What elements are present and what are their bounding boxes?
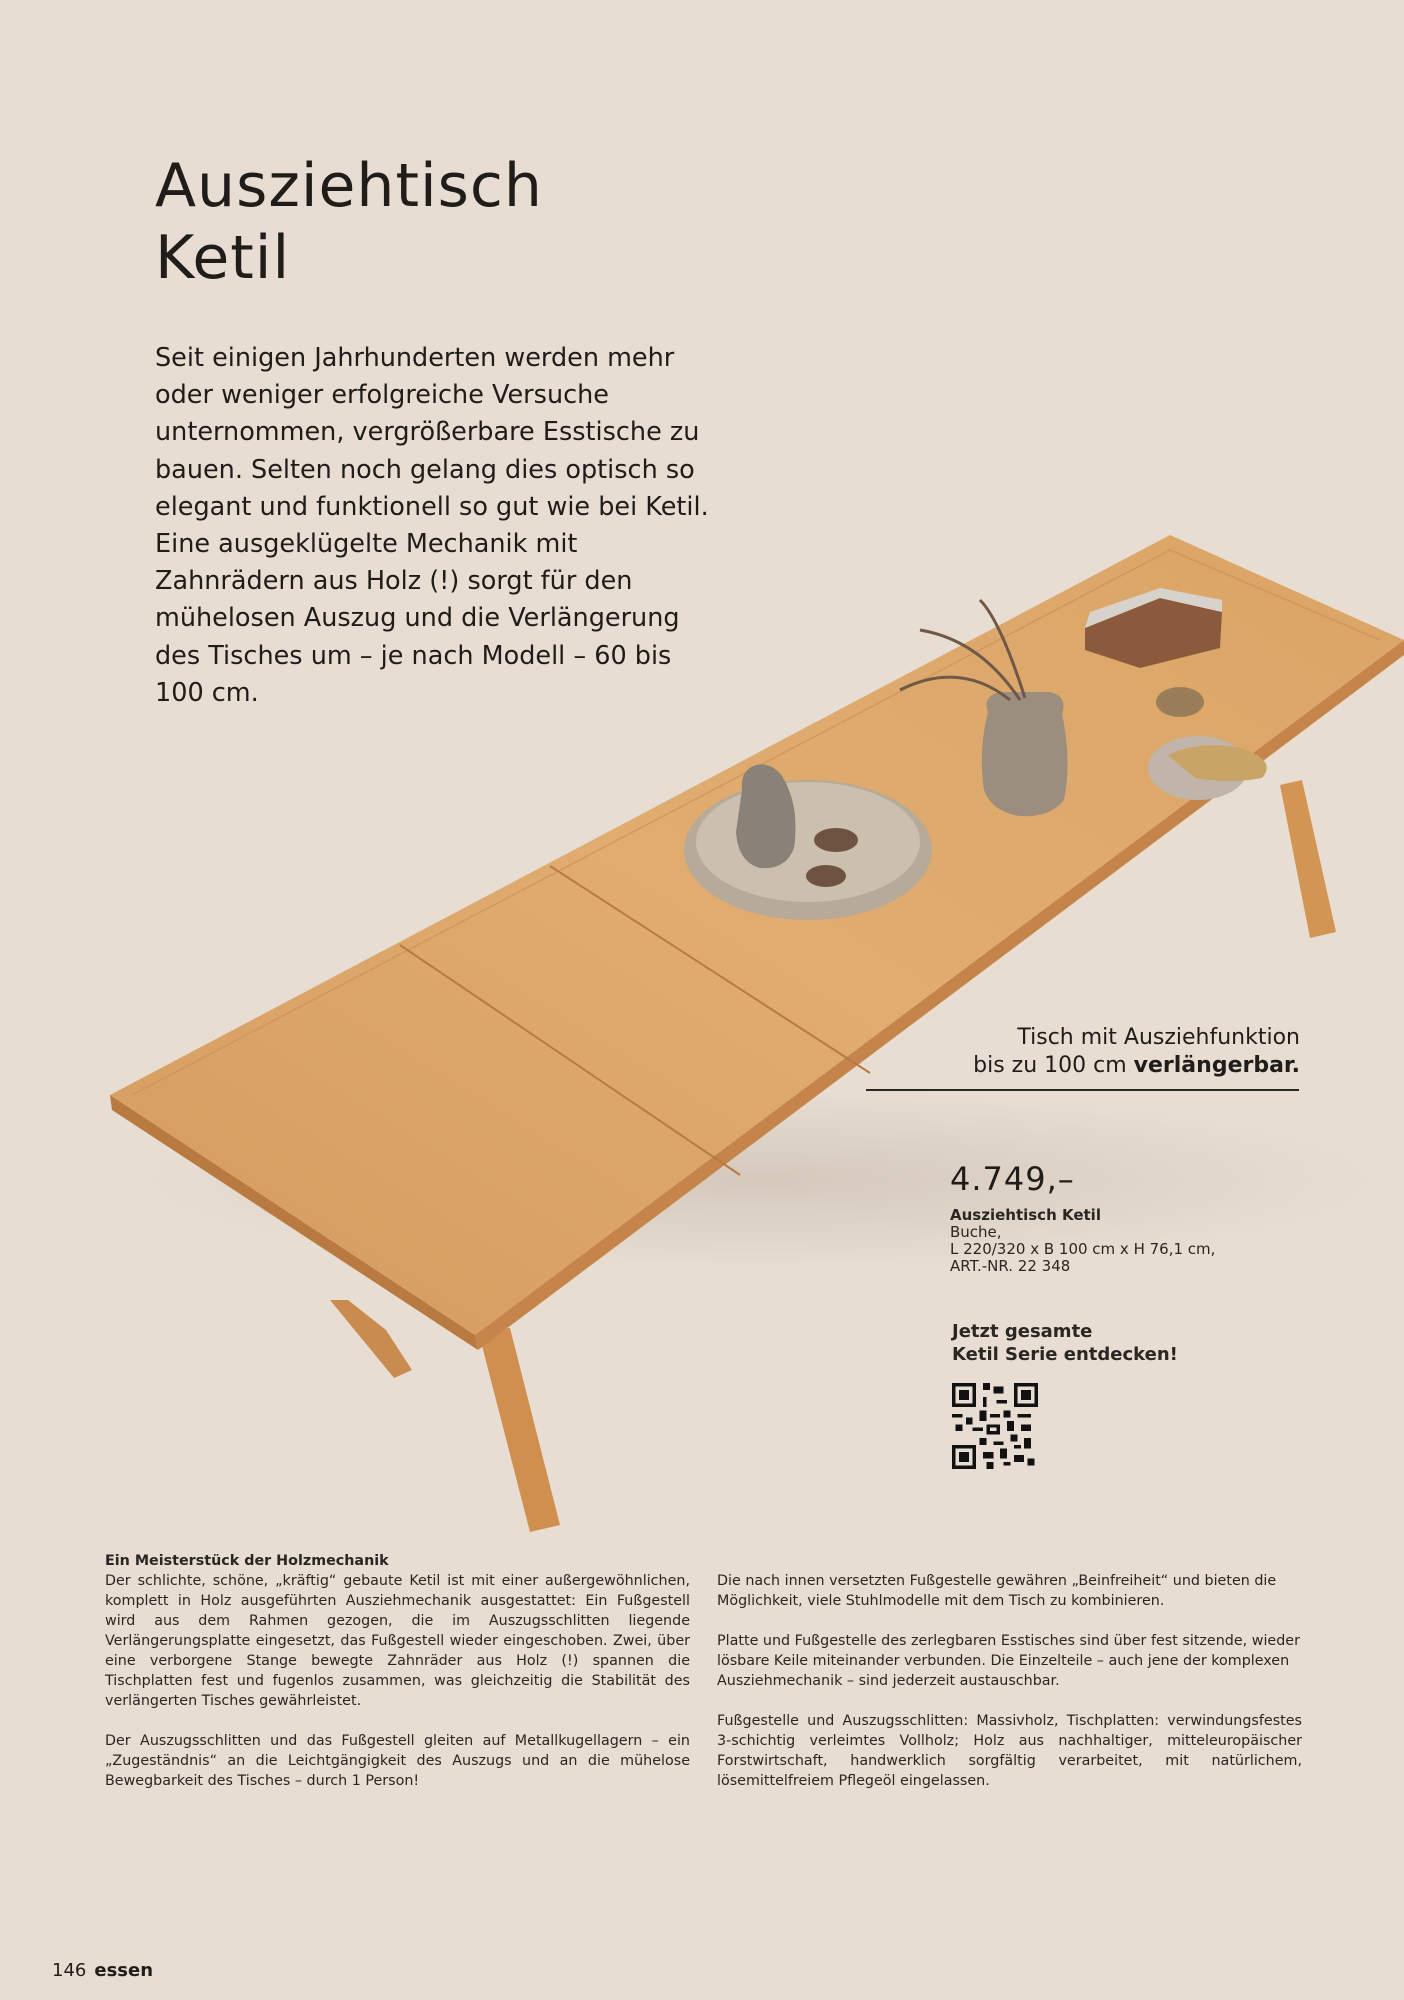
product-name: Ausziehtisch Ketil: [950, 1206, 1101, 1224]
cta-line-2: Ketil Serie entdecken!: [952, 1344, 1178, 1365]
body-paragraph-2: Der Auszugsschlitten und das Fußgestell gleiten auf Metallkugellagern – ein „Zugeständnis“ an die Leichtgängigkeit des Auszugs und an die mühelose Bewegbarkeit des Tisches – durch 1 Person!: [105, 1733, 690, 1789]
body-paragraph-1: Der schlichte, schöne, „kräftig“ gebaute Ketil ist mit einer außergewöhnlichen, komplett in Holz ausgeführten Ausziehmechanik ausgestattet: Ein Fußgestell wird aus dem Rahmen gezogen, die im Auszugsschlitten liegende Verlängerungsplatte eingesetzt, das Fußgestell wieder eingeschoben. Zwei, über eine verborgene Stange bewegte Zahnräder aus Holz (!) spannen die Tischplatten fest und fugenlos zusammen, was gleichzeitig die Stabilität des verlängerten Tisches gewährleistet.: [105, 1573, 690, 1709]
title-line-2: Ketil: [155, 223, 291, 293]
intro-paragraph: Seit einigen Jahrhunderten werden mehr oder weniger erfolgreiche Versuche unternommen, vergrößerbare Esstische zu bauen. Selten noch gelang dies optisch so elegant und funktionell so gut wie bei Ketil. Eine ausgeklügelte Mechanik mit Zahnrädern aus Holz (!) sorgt für den mühelosen Auszug und die Verlängerung des Tisches um – je nach Modell – 60 bis 100 cm.: [155, 343, 709, 708]
body-column-left: [105, 1551, 690, 1811]
body-paragraph-3: Die nach innen versetzten Fußgestelle gewähren „Beinfreiheit“ und bieten die Möglichkeit, viele Stuhlmodelle mit dem Tisch zu kombinieren.: [717, 1573, 1277, 1609]
table-leg-front-left: [478, 1328, 560, 1532]
page-footer: [52, 1960, 153, 1981]
body-column-right: [717, 1571, 1302, 1811]
cta-line-1: Jetzt gesamte: [952, 1321, 1093, 1342]
product-article-number: ART.-NR. 22 348: [950, 1257, 1071, 1275]
feature-caption: [900, 1024, 1300, 1080]
stone-vase: [982, 692, 1068, 816]
product-details: [950, 1207, 1215, 1275]
body-paragraph-4: Platte und Fußgestelle des zerlegbaren Esstisches sind über fest sitzende, wieder lösbare Keile miteinander verbunden. Die Einzelteile – auch jene der komplexen Ausziehmechanik – sind jederzeit austauschbar.: [717, 1633, 1300, 1689]
price: 4.749,–: [950, 1160, 1075, 1198]
table-leg-back-left: [330, 1300, 412, 1378]
qr-code[interactable]: [952, 1383, 1038, 1469]
table-leg-right: [1280, 780, 1336, 938]
series-cta: [952, 1320, 1178, 1366]
caption-divider: [866, 1089, 1299, 1091]
caption-line-2: [900, 1052, 1300, 1080]
product-material: Buche,: [950, 1223, 1002, 1241]
body-heading: Ein Meisterstück der Holzmechanik: [105, 1553, 389, 1569]
product-dimensions: L 220/320 x B 100 cm x H 76,1 cm,: [950, 1240, 1216, 1258]
small-bowl: [1156, 687, 1204, 717]
section-name: essen: [94, 1960, 154, 1981]
small-cup-2: [806, 865, 846, 887]
caption-line-2-bold: verlängerbar.: [1133, 1053, 1300, 1078]
small-cup-1: [814, 828, 858, 852]
title-line-1: Ausziehtisch: [155, 151, 543, 221]
caption-line-1: Tisch mit Ausziehfunktion: [1017, 1025, 1300, 1050]
page-number: 146: [52, 1960, 87, 1981]
body-paragraph-5: Fußgestelle und Auszugsschlitten: Massivholz, Tischplatten: verwindungsfestes 3-schichtig verleimtes Vollholz; Holz aus nachhaltiger, mitteleuropäischer Forstwirtschaft, handwerklich sorgfältig verarbeitet, mit natürlichem, lösemittelfreiem Pflegeöl eingelassen.: [717, 1713, 1302, 1789]
caption-line-2-prefix: bis zu 100 cm: [973, 1053, 1134, 1078]
